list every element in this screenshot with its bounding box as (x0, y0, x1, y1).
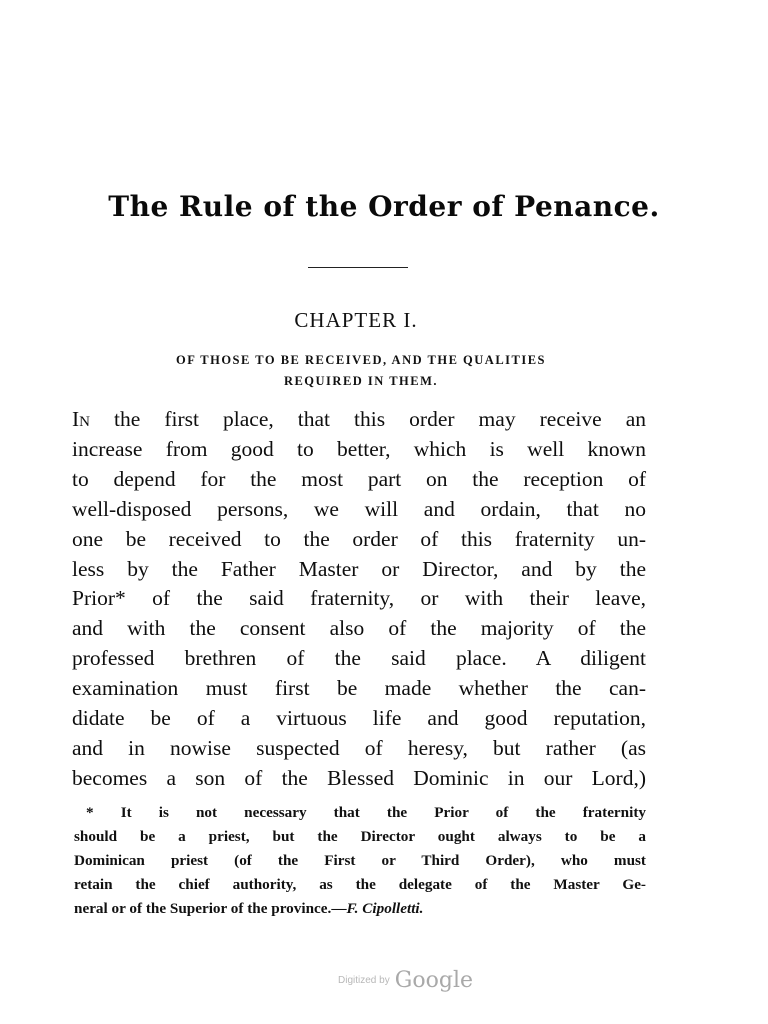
body-line: increase from good to better, which is well known (72, 436, 646, 461)
footnote-line: * It is not necessary that the Prior of the fraternity (86, 804, 646, 821)
chapter-subtitle-line: REQUIRED IN THEM. (283, 374, 439, 388)
page-title: The Rule of the Order of Penance. (108, 190, 660, 223)
chapter-subtitle-line: OF THOSE TO BE RECEIVED, AND THE QUALITIES (175, 353, 547, 367)
footnote-line: should be a priest, but the Director ought always to be a (74, 828, 646, 845)
google-logo: Google (394, 968, 473, 993)
footnote-line: Dominican priest (of the First or Third Order), who must (74, 852, 646, 869)
body-line-text: the first place, that this order may receive an (90, 407, 646, 431)
footnote-line-text: neral or of the Superior of the province.— (74, 900, 347, 917)
footnote-line (74, 897, 646, 921)
body-line: one be received to the order of this fraternity un- (72, 526, 646, 551)
body-line (72, 405, 646, 435)
body-line: professed brethren of the said place. A diligent (72, 646, 646, 671)
footnote (74, 801, 646, 921)
body-paragraph (72, 405, 646, 794)
chapter-subtitle (96, 350, 626, 392)
title-divider (308, 267, 408, 268)
body-line: and in nowise suspected of heresy, but rather (as (72, 735, 646, 760)
watermark-prefix: Digitized by (338, 975, 390, 986)
body-line: examination must first be made whether the can- (72, 676, 646, 701)
body-line: Prior* of the said fraternity, or with their leave, (72, 586, 646, 611)
digitization-watermark (338, 968, 498, 993)
body-line: less by the Father Master or Director, and by the (72, 556, 646, 581)
chapter-heading: CHAPTER I. (294, 308, 418, 332)
drop-word: In (72, 407, 90, 431)
body-line: didate be of a virtuous life and good reputation, (72, 706, 646, 731)
footnote-signature: F. Cipolletti. (346, 900, 424, 917)
body-line: well-disposed persons, we will and ordain, that no (72, 496, 646, 521)
body-line: becomes a son of the Blessed Dominic in our Lord,) (72, 765, 646, 790)
body-line: and with the consent also of the majority of the (72, 616, 646, 641)
footnote-line: retain the chief authority, as the delegate of the Master Ge- (74, 876, 646, 893)
body-line: to depend for the most part on the reception of (72, 466, 646, 491)
